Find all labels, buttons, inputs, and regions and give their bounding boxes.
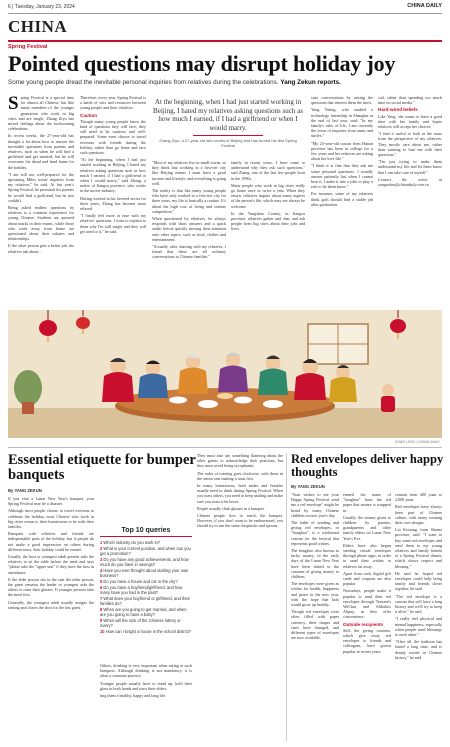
paragraph: Like Yang, she wants to have a good time with her family and hopes relatives will accept her choices.	[378, 113, 442, 130]
paragraph: Younger people usually have to stand up, hold their glass in both hands and toast their elders.	[100, 680, 192, 691]
paragraph: Nowadays, people make it popular to send their red envelopes through Tencent's WeChat and Alibaba's Alipay, as they offer convenience.	[343, 588, 391, 620]
paragraph: cial, rather than spending too much time on social media."	[378, 95, 442, 106]
child-icon	[381, 384, 395, 412]
paragraph: Red envelopes have always been part of Chinese culture, with many creating their own designs.	[395, 504, 442, 526]
query-item: 8 When are you going to get married, and when are you going to have a baby?	[100, 606, 187, 617]
quote-rule	[193, 135, 263, 136]
newspaper-name: CHINA DAILY	[407, 3, 442, 9]
query-item: 9 When will the size of the Chinese lottery or marry?	[100, 617, 181, 628]
paragraph: Yang Yuting, who studied a technology internship in Shanghai at the end of last year, said: "In my family's ruler of life, I am currently the focus of inquiries from aunts and uncles."	[311, 107, 373, 139]
paragraph: Banquets with relatives and friends are indispensable parts of the holiday, but if people do not make a good impression on others during different tours, their holiday could be ruined.	[8, 531, 94, 552]
paragraph: When questioned by relatives, he always responds with short answers and a quick smile, before quickly moving their attention onto other topics, such as food, clothes and entertainment.	[152, 216, 226, 242]
illustration-credit: ZHAO LIXIN / CHINA DAILY	[394, 440, 440, 444]
paragraph: "I finally feel more at ease with my relatives' questions. I want to explain to them why I'm still single and they will get used to it," he said.	[80, 213, 146, 234]
paragraph: "I find it useful to look at the issue from the perspective of my relatives. They mostly care about me, rather than wanting to hurt me with their questions."	[378, 131, 442, 158]
pull-quote	[153, 98, 303, 148]
paragraph: Although most people choose to travel overseas to celebrate the holiday, most Chinese who work in big cities return to their hometowns to be with their families.	[8, 508, 94, 530]
paragraph: The order of toasting goes clockwise, with those in the senior seat making a toast first.	[197, 470, 283, 481]
paragraph: ting them a healthy, happy and long life.	[100, 693, 167, 699]
paragraph: Though many young people know the kind of questions they will face, they still need to be cautious and well-prepared. Some even choose to travel overseas with friends during the holiday, rather than go home and face such questions.	[80, 118, 146, 156]
paragraph: "At the beginning, when I had just started working in Beijing, I hated my relatives asking questions such as how much I earned, if I had a girlfriend or when I would marry," said Zhang, a native of Jiangsu province, who works in the movie industry.	[80, 157, 146, 194]
illustration-svg	[8, 310, 442, 438]
paragraph: "Start wishes to me your Happy Spring Festival, send me a red envelope" might be heard by many Chinese children on new year's day.	[291, 492, 339, 518]
paragraph: "The red envelope is a custom that will have a long history and we'll try to keep it alive," he said.	[395, 593, 442, 615]
paragraph: "Most of my relatives live in small towns, so they think that working in a first-tier city like Beijing means I must have a good income and lifestyle, and everything is going well.	[152, 160, 226, 186]
paragraph: For instance, some of my relatives think girls should find a stable job after graduation.	[311, 191, 373, 207]
right-story-headline: Red envelopes deliver happy thoughts	[291, 452, 444, 479]
paragraph: Therefore, every year, Spring Festival is a battle of wits and resources between young people and their relatives.	[80, 95, 146, 111]
top-10-title: Top 10 queries	[121, 527, 171, 534]
top-story-column-2	[80, 95, 146, 305]
top-story-column-4	[231, 160, 305, 305]
subhead-outside-recipients: Outside recipients	[343, 621, 384, 627]
query-item: 10 How can I knight a house in the school district?	[100, 628, 192, 634]
paragraph: The reality is that like many young people who have only worked in a first-tier city for three years, my life is basically a routine. It's about the high cost of living and intense competition."	[152, 188, 226, 214]
pull-quote-text: At the beginning, when I had just started working in Beijing, I hated my relatives asking questions such as how much I earned, if I had a girlfriend or when I would marry.	[153, 98, 303, 132]
paragraph: family in recent years, I have come to understand why they ask such questions," said Zhang, one of the last few people born in the 1990s.	[231, 160, 305, 181]
paragraph: The hongbao, also known as lucky money, in the early days of the Lunar New Year have been linked to the customs of giving money to children.	[291, 548, 339, 580]
dek-text: Some young people dread the inevitable personal inquiries from relatives during the celebrations.	[8, 79, 279, 86]
drop-cap: S	[8, 95, 19, 114]
paragraph: Still, the giving customs, which give away red envelopes to friends and colleagues, have grown popular in recent years.	[343, 627, 391, 654]
paragraph: If you visit a Lunar New Year's banquet, your Spring Festival may be a disaster.	[8, 496, 94, 507]
right-story-byline: By YANG ZEKUN	[291, 484, 325, 489]
paragraph: Having worked in his favored sector for three years, Zhang has become more relaxed.	[80, 195, 146, 212]
header-rule	[8, 13, 442, 14]
paragraph: "I really feel physical and mental happiness, especially when people send blessings to each other."	[395, 616, 442, 638]
contact-line: Contact the writer at yangzekun@chinadaily.com.cn	[378, 176, 442, 188]
paragraph: In recent weeks, the 27-year-old has thought a lot about how to answer the inevitable questions from parents and relatives, such as when he will find a girlfriend and get married, but he will overcome his dread and head home for the holiday.	[8, 133, 74, 170]
query-item: 7 What does your boyfriend or girlfriend, and their families do?	[100, 595, 190, 606]
paragraph: Usually, the money given to children by parents, grandparents and other family elders on Lunar New Year's Eve.	[343, 514, 391, 541]
paragraph: They must also say something flattering about the other guests to acknowledge their positions, but they must avoid being sycophantic.	[197, 453, 283, 469]
top-story-column-5	[311, 95, 373, 305]
top-10-rule	[100, 536, 192, 537]
paragraph: Apart from cash, digital gift cards and coupons are also popular.	[343, 570, 391, 587]
paragraph: Though red envelopes were often filled with paper currency, their shapes and sizes have changed, and different types of envelopes are now available.	[291, 609, 339, 641]
paragraph: "After all, the tradition has lasted a long time, and is deeply rooted in Chinese history," he said.	[395, 639, 442, 660]
left-story-column-2	[100, 663, 192, 741]
paragraph: People usually clink glasses in a banquet.	[197, 505, 265, 511]
query-item: 2 What is your current position, and when can you get a promotion?	[100, 545, 191, 556]
subhead-hard-wired-beliefs: Hard-wired beliefs	[378, 107, 418, 113]
paragraph: If the other person gets a better job, the relatives ask about...	[8, 243, 74, 254]
paragraph: "I think it is fine that they ask me some personal questions. I usually answer patiently, but when I cannot bear it, I make it into a joke or play a role to let them know."	[311, 163, 373, 190]
paragraph: The envelopes were given as wishes for health, happiness and peace in the new year, with the hope that kids would grow up healthy.	[291, 581, 339, 608]
paragraph: "I am still not well-prepared for the upcoming Miles social inquiries from my relatives," he said. At last year's Spring Festival, he promised his parents he would find a girlfriend, but he just couldn't.	[8, 171, 74, 203]
query-item: 1 Which industry do you work in?	[100, 540, 161, 545]
right-story-column-2	[343, 492, 391, 741]
pull-quote-attribution: Zhang Ziyu, a 27-year-old who works in Beijing and has turned his first Spring Festival	[159, 138, 297, 148]
right-story-column-1	[291, 492, 339, 741]
paragraph: Liu Kexiang, from Shanxi province, said: "I want to buy some red envelopes and send them to my young relatives and family friends at a Spring Festival dinner, which shows respect and blessing."	[395, 527, 442, 569]
paragraph: Elders have also begun sending virtual envelopes through phone apps, in order to send their wishes to relatives far away.	[343, 542, 391, 569]
top-10-queries-box	[100, 527, 192, 635]
left-story-byline: By YANG ZEKUN	[8, 488, 42, 493]
paragraph: Many people who work in big cities really go home once or twice a year. When they return, relatives inquire about many aspects of the person's life, which may not always be welcome.	[231, 182, 305, 209]
paragraph: In the Yangshuo County, in Jiangsu province, relatives gather and chat, and ask people from big cities about their jobs and lives.	[231, 210, 305, 232]
paragraph: "My 23-year-old cousin from Hunan province has been in college for a few years and her relatives are asking about her love life."	[311, 140, 373, 162]
paragraph: If the elder person sits in the seat the other person, the guest remains the leader or youngest asks the others to raise their glasses. If younger persons take the meal first.	[8, 576, 94, 598]
paragraph: Being asked endless questions by relatives is a common experience for young Chinese. Students are quizzed about marks in their exams, while those who work away from home are questioned about their salaries and relationships.	[8, 205, 74, 242]
page-info: 6 | Tuesday, January 23, 2024	[8, 4, 75, 10]
query-item: 5 Do you have a house and car in the city?	[100, 578, 178, 584]
paragraph: Chinese people love to watch the banquet. However, if you don't want to be embarrassed, you should try to use the same chopsticks and spoons.	[197, 513, 283, 529]
story-headline: Pointed questions may disrupt holiday joy	[8, 51, 396, 76]
paragraph: In many hometowns, both males and females usually need to drink during Spring Festival. When you toast others, you need to keep smiling and make sure you toast a bit lower.	[197, 483, 283, 504]
section-rule	[8, 40, 442, 42]
dek-author: Yang Zekun reports.	[280, 79, 341, 86]
subhead-caution: Caution	[80, 112, 98, 118]
query-item: 6 Do you have a boyfriend/girlfriend, and how many have you had in the past?	[100, 584, 183, 595]
query-item: 3 Do you have any good achievements, and how much do you have in savings?	[100, 556, 189, 567]
paragraph: He said he hoped red envelopes could help bring family and friends closer together, he said.	[395, 570, 442, 592]
paragraph: The habit of sending and giving red envelopes, or "hongbao", is a traditional custom for the festival that represents good wishes.	[291, 520, 339, 546]
column-separator	[286, 453, 287, 741]
left-story-column-1	[8, 496, 94, 741]
paragraph: Usually, the host or youngest adult present asks the relatives to sit the table before the meal and says "please take the "upper seat" if they have the host in attendance.	[8, 554, 94, 575]
paragraph: start conversations by raising the questions that interest them the most.	[311, 95, 373, 106]
paragraph: pring Festival is a special time for almost all Chinese, but like many members of the younger generation who work in big cities and are single, Zhang Ziyu has mixed feelings about the forthcoming celebrations.	[8, 95, 74, 132]
paragraph: earned the name of "hongbao" from the red paper that money is wrapped in.	[343, 492, 391, 513]
paragraph: Others, drinking is very important when eating at such banquets. Although drinking is not mandatory, it is often a common practice.	[100, 663, 192, 679]
paragraph: contain from 400 yuan to 2,000 yuan.	[395, 492, 442, 503]
left-story-headline: Essential etiquette for bumper banquets	[8, 452, 196, 483]
paragraph: "Actually, after chatting with my relatives, I found that these are all ordinary conversations in Chinese families."	[152, 244, 226, 260]
section-divider	[8, 447, 442, 448]
right-story-column-3	[395, 492, 442, 741]
section-title: CHINA	[8, 17, 68, 36]
story-dek	[8, 79, 444, 86]
left-story-column-3	[197, 453, 283, 741]
top-story-column-1	[8, 95, 74, 305]
top-story-column-3	[152, 160, 226, 305]
paragraph: Generally, the youngest adult usually assigns the seating and closes the door for the last guest.	[8, 599, 94, 610]
top-story-column-6	[378, 95, 442, 305]
family-dinner-illustration	[8, 310, 442, 438]
story-kicker: Spring Festival	[8, 44, 48, 50]
paragraph: "I'm just trying to make them understand my life and let them know that I can take care of myself."	[378, 159, 442, 175]
query-item: 4 Have you ever thought about starting your own business?	[100, 567, 189, 578]
